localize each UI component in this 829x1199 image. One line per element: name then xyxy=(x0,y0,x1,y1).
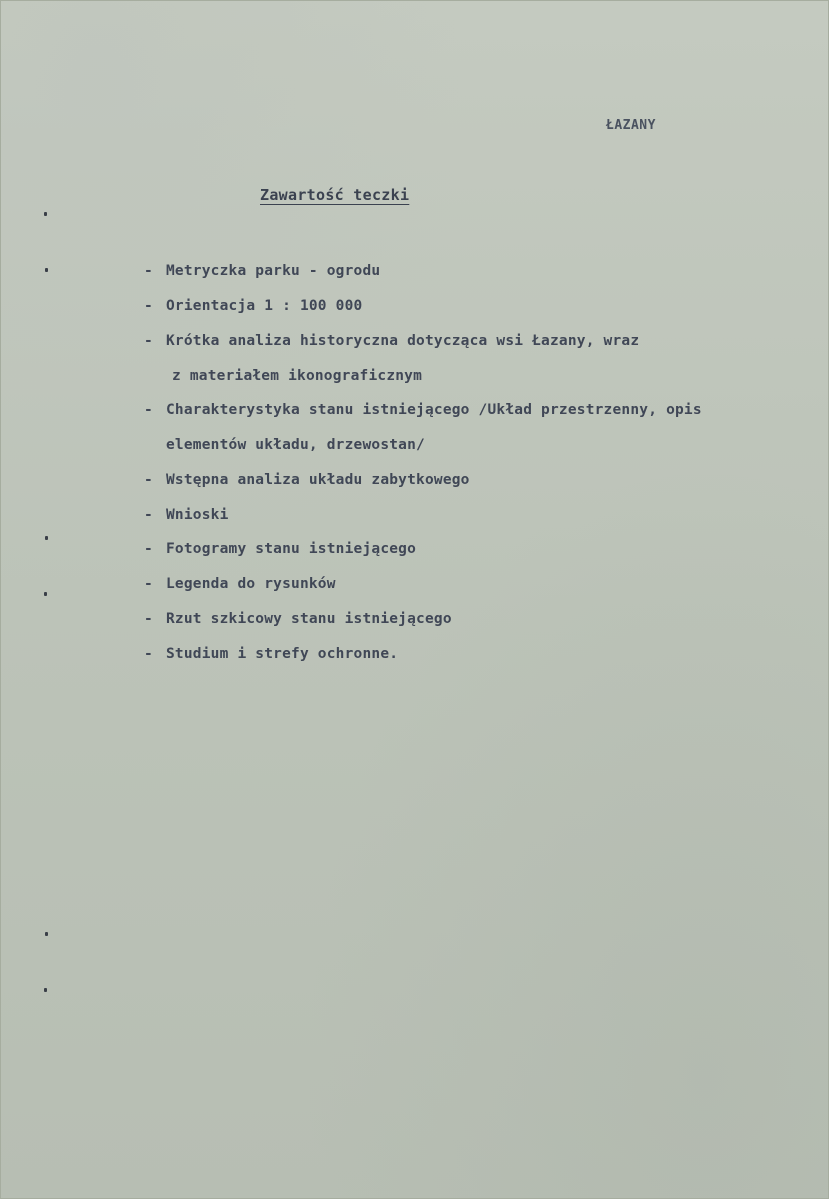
list-item xyxy=(144,333,639,349)
bullet-dash: - xyxy=(144,611,153,627)
list-item-text: Krótka analiza historyczna dotycząca wsi Łazany, wraz xyxy=(166,333,640,349)
list-item-continuation xyxy=(166,437,425,453)
list-item xyxy=(144,298,362,314)
list-item xyxy=(144,646,398,662)
bullet-dash: - xyxy=(144,263,153,279)
bullet-dash: - xyxy=(144,541,153,557)
list-item-text: Studium i strefy ochronne. xyxy=(166,646,399,662)
list-item xyxy=(144,472,470,488)
bullet-dash: - xyxy=(144,576,153,592)
list-item xyxy=(144,576,336,592)
page-title: Zawartość teczki xyxy=(260,186,410,204)
list-item-text: Orientacja 1 : 100 000 xyxy=(166,298,363,314)
list-item-continuation xyxy=(172,368,422,384)
bullet-dash: - xyxy=(144,333,153,349)
list-item-text: Wnioski xyxy=(166,507,229,523)
list-item-text: Wstępna analiza układu zabytkowego xyxy=(166,472,470,488)
list-item xyxy=(144,611,452,627)
bullet-dash: - xyxy=(144,472,153,488)
list-item xyxy=(144,541,416,557)
list-item-text: Legenda do rysunków xyxy=(166,576,336,592)
bullet-dash: - xyxy=(144,298,153,314)
list-item xyxy=(144,402,702,418)
list-item-text: Charakterystyka stanu istniejącego /Układ przestrzenny, opis xyxy=(166,402,702,418)
list-item xyxy=(144,263,380,279)
bullet-dash: - xyxy=(144,507,153,523)
list-item xyxy=(144,507,229,523)
bullet-dash: - xyxy=(144,646,153,662)
list-item-text: Rzut szkicowy stanu istniejącego xyxy=(166,611,452,627)
header-code: ŁAZANY xyxy=(606,118,656,133)
list-item-text: Metryczka parku - ogrodu xyxy=(166,263,381,279)
list-item-text: Fotogramy stanu istniejącego xyxy=(166,541,417,557)
bullet-dash: - xyxy=(144,402,153,418)
list-item-text: z materiałem ikonograficznym xyxy=(172,368,423,384)
list-item-text: elementów układu, drzewostan/ xyxy=(166,437,425,453)
